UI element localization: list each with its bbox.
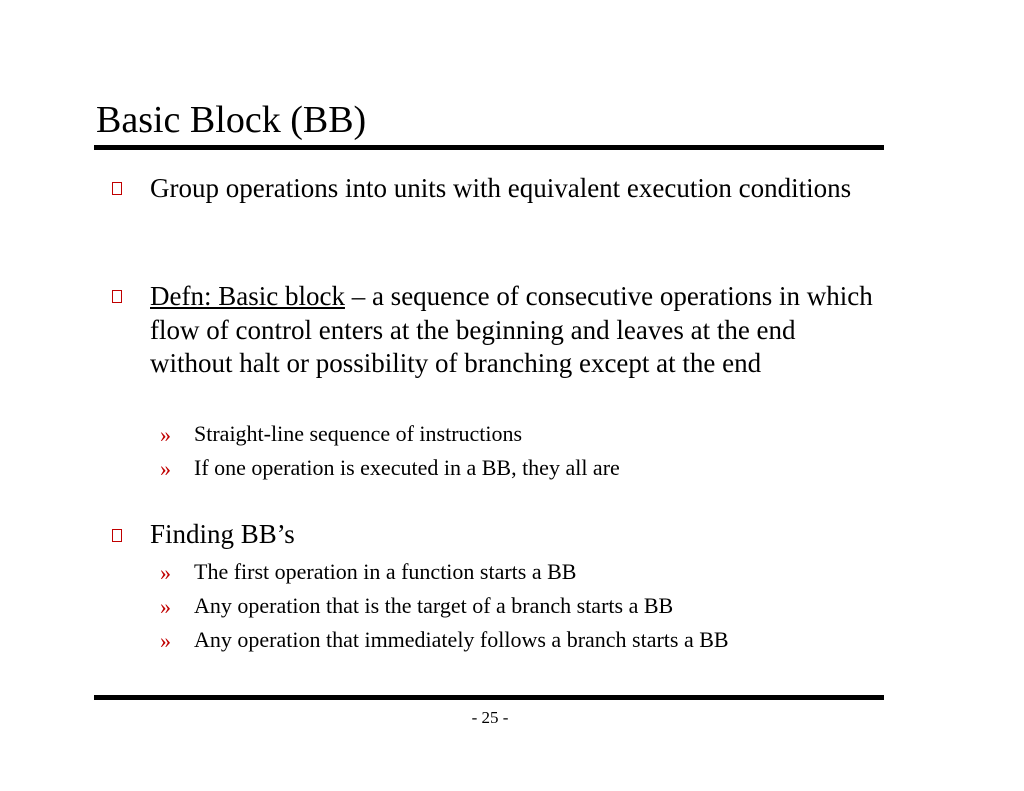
sub-bullet-marker: » bbox=[160, 456, 171, 481]
title-divider bbox=[94, 145, 884, 150]
sub-bullet-text: Straight-line sequence of instructions bbox=[194, 421, 523, 446]
bullet-3-text: Finding BB’s bbox=[150, 519, 295, 549]
bullet-square-icon bbox=[112, 182, 122, 195]
page-number: - 25 - bbox=[471, 708, 509, 727]
bullet-1-text: Group operations into units with equivalent execution conditions bbox=[150, 173, 852, 203]
sub-bullet-marker: » bbox=[160, 422, 171, 447]
sub-bullet-marker: » bbox=[160, 560, 171, 585]
slide-title: Basic Block (BB) bbox=[96, 99, 367, 141]
sub-bullet-text: Any operation that immediately follows a branch starts a BB bbox=[194, 627, 729, 652]
bullet-text-2 bbox=[150, 280, 875, 381]
definition-term: Defn: Basic block bbox=[150, 281, 345, 311]
bullet-square-icon bbox=[112, 290, 122, 303]
bullet-text-3 bbox=[150, 518, 875, 552]
sub-bullet-text: If one operation is executed in a BB, they all are bbox=[194, 455, 620, 480]
sub-bullet-marker: » bbox=[160, 628, 171, 653]
sub-bullet-text: Any operation that is the target of a branch starts a BB bbox=[194, 593, 674, 618]
sub-bullet-text: The first operation in a function starts a BB bbox=[194, 559, 577, 584]
bullet-text-1 bbox=[150, 172, 875, 206]
definition-text: – a sequence of consecutive operations in which flow of control enters at the beginning and leaves at the end without halt or possibility of branching except at the end bbox=[150, 281, 873, 378]
bullet-square-icon bbox=[112, 529, 122, 542]
footer-divider bbox=[94, 695, 884, 700]
sub-bullet-marker: » bbox=[160, 594, 171, 619]
